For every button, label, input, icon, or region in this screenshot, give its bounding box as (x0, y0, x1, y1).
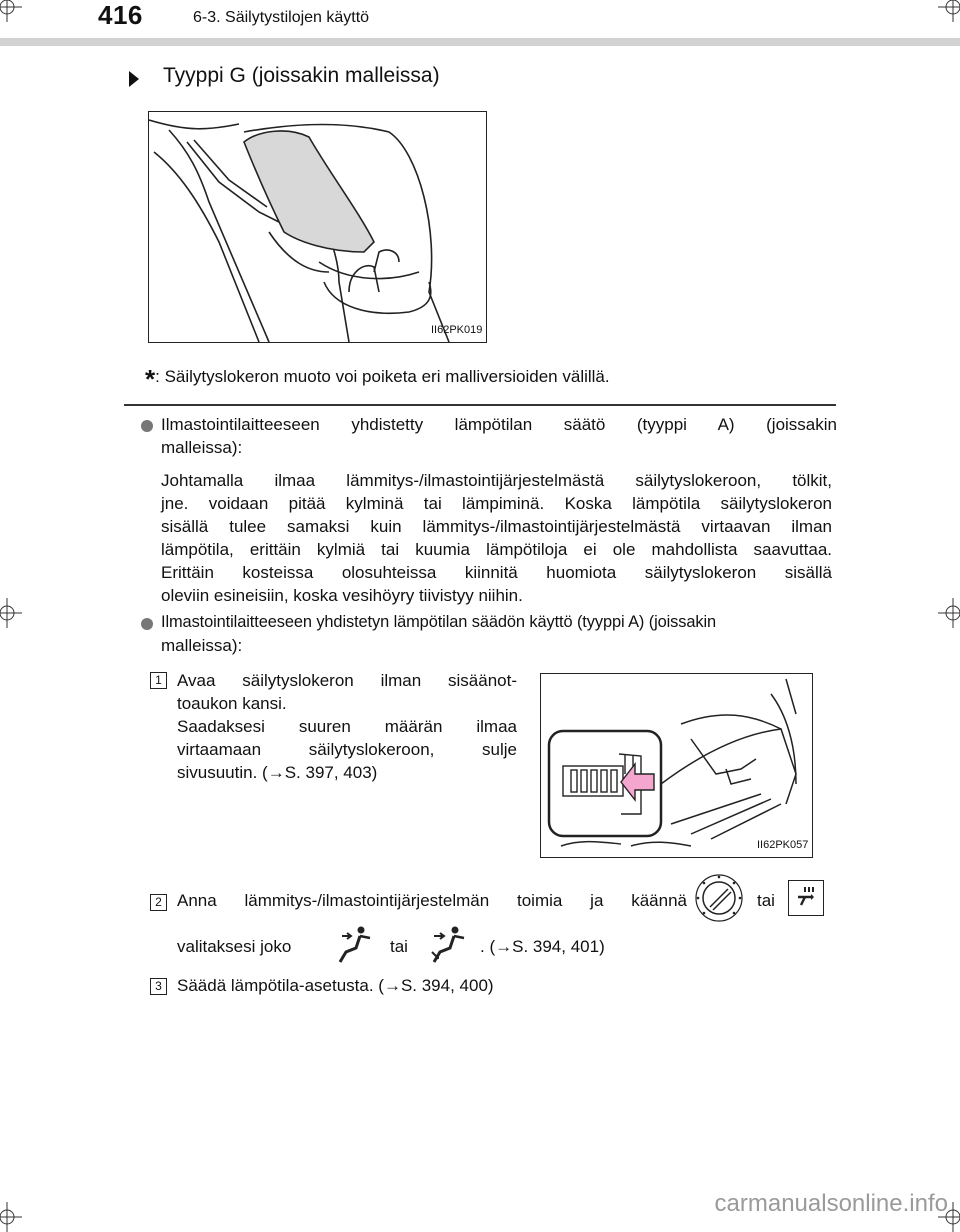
footnote-star: * (145, 364, 156, 394)
temperature-dial-icon (694, 873, 744, 923)
console-storage-illustration (149, 112, 486, 342)
step2-or-1: tai (757, 891, 775, 910)
figure-console-storage (148, 111, 487, 343)
bullet1-title: Ilmastointilaitteeseen yhdistetty lämpötilan säätö (tyyppi A) (joissakin malleissa): (161, 415, 837, 457)
chapter-title: 6-3. Säilytystilojen käyttö (193, 9, 370, 26)
bullet-icon (141, 420, 153, 432)
watermark: carmanualsonline.info (714, 1190, 948, 1217)
figure-storage-air-inlet (540, 673, 813, 858)
registration-mark-right-middle (938, 598, 960, 628)
registration-mark-bottom-left (0, 1202, 22, 1232)
bullet-icon (141, 618, 153, 630)
step-number: 3 (150, 978, 167, 995)
header-bar (0, 38, 960, 46)
bullet1-body: Johtamalla ilmaa lämmitys-/ilmastointijärjestelmästä säilytyslokeroon, tölkit, jne. voidaan pitää kylminä tai lämpiminä. Koska lämpötila säilytyslokeron sisällä tulee samaksi kuin lämmitys-/ilmastointijärjestelmästä virtaavan ilman lämpötila, erittäin kylmiä tai kuumia lämpötiloja ei ole mahdollista saavuttaa. Erittäin kosteissa olosuhteissa kiinnitä huomiota säilytyslokeron sisällä oleviin esineisiin, koska vesihöyry tiivistyy niihin. (161, 471, 832, 605)
divider (124, 404, 836, 406)
step3-text: Säädä lämpötila-asetusta. (→S. 394, 400) (177, 976, 494, 995)
section-title: Tyyppi G (joissakin malleissa) (163, 64, 440, 87)
registration-mark-top-right (938, 0, 960, 22)
air-inlet-illustration (541, 674, 812, 857)
registration-mark-top-left (0, 0, 22, 22)
figure-code: II62PK057 (757, 839, 809, 851)
step-number: 1 (150, 672, 167, 689)
registration-mark-left-middle (0, 598, 22, 628)
step2-or-2: tai (390, 937, 408, 956)
step2-line2-a: valitaksesi joko (177, 937, 292, 956)
section-arrow-icon (129, 71, 139, 87)
foot-defrost-airflow-icon (788, 880, 824, 916)
step1-text: Avaa säilytyslokeron ilman sisäänot- toaukon kansi. Saadaksesi suuren määrän ilmaa virtaamaan säilytyslokeroon, sulje sivusuutin. (→S. 397, 403) (177, 671, 517, 782)
bullet2-title: Ilmastointilaitteeseen yhdistetyn lämpötilan säädön käyttö (tyyppi A) (joissakin malleissa): (161, 613, 717, 655)
face-airflow-icon (428, 922, 470, 966)
step2-ref: . (→S. 394, 401) (480, 937, 605, 956)
footnote-text: : Säilytyslokeron muoto voi poiketa eri malliversioiden välillä. (155, 367, 610, 386)
footnote (145, 364, 610, 395)
step2-line1: Anna lämmitys-/ilmastointijärjestelmän toimia ja käännä (177, 891, 687, 910)
step-number: 2 (150, 894, 167, 911)
figure-code: II62PK019 (431, 324, 483, 336)
face-foot-airflow-icon (336, 922, 376, 966)
page-number: 416 (98, 0, 143, 30)
